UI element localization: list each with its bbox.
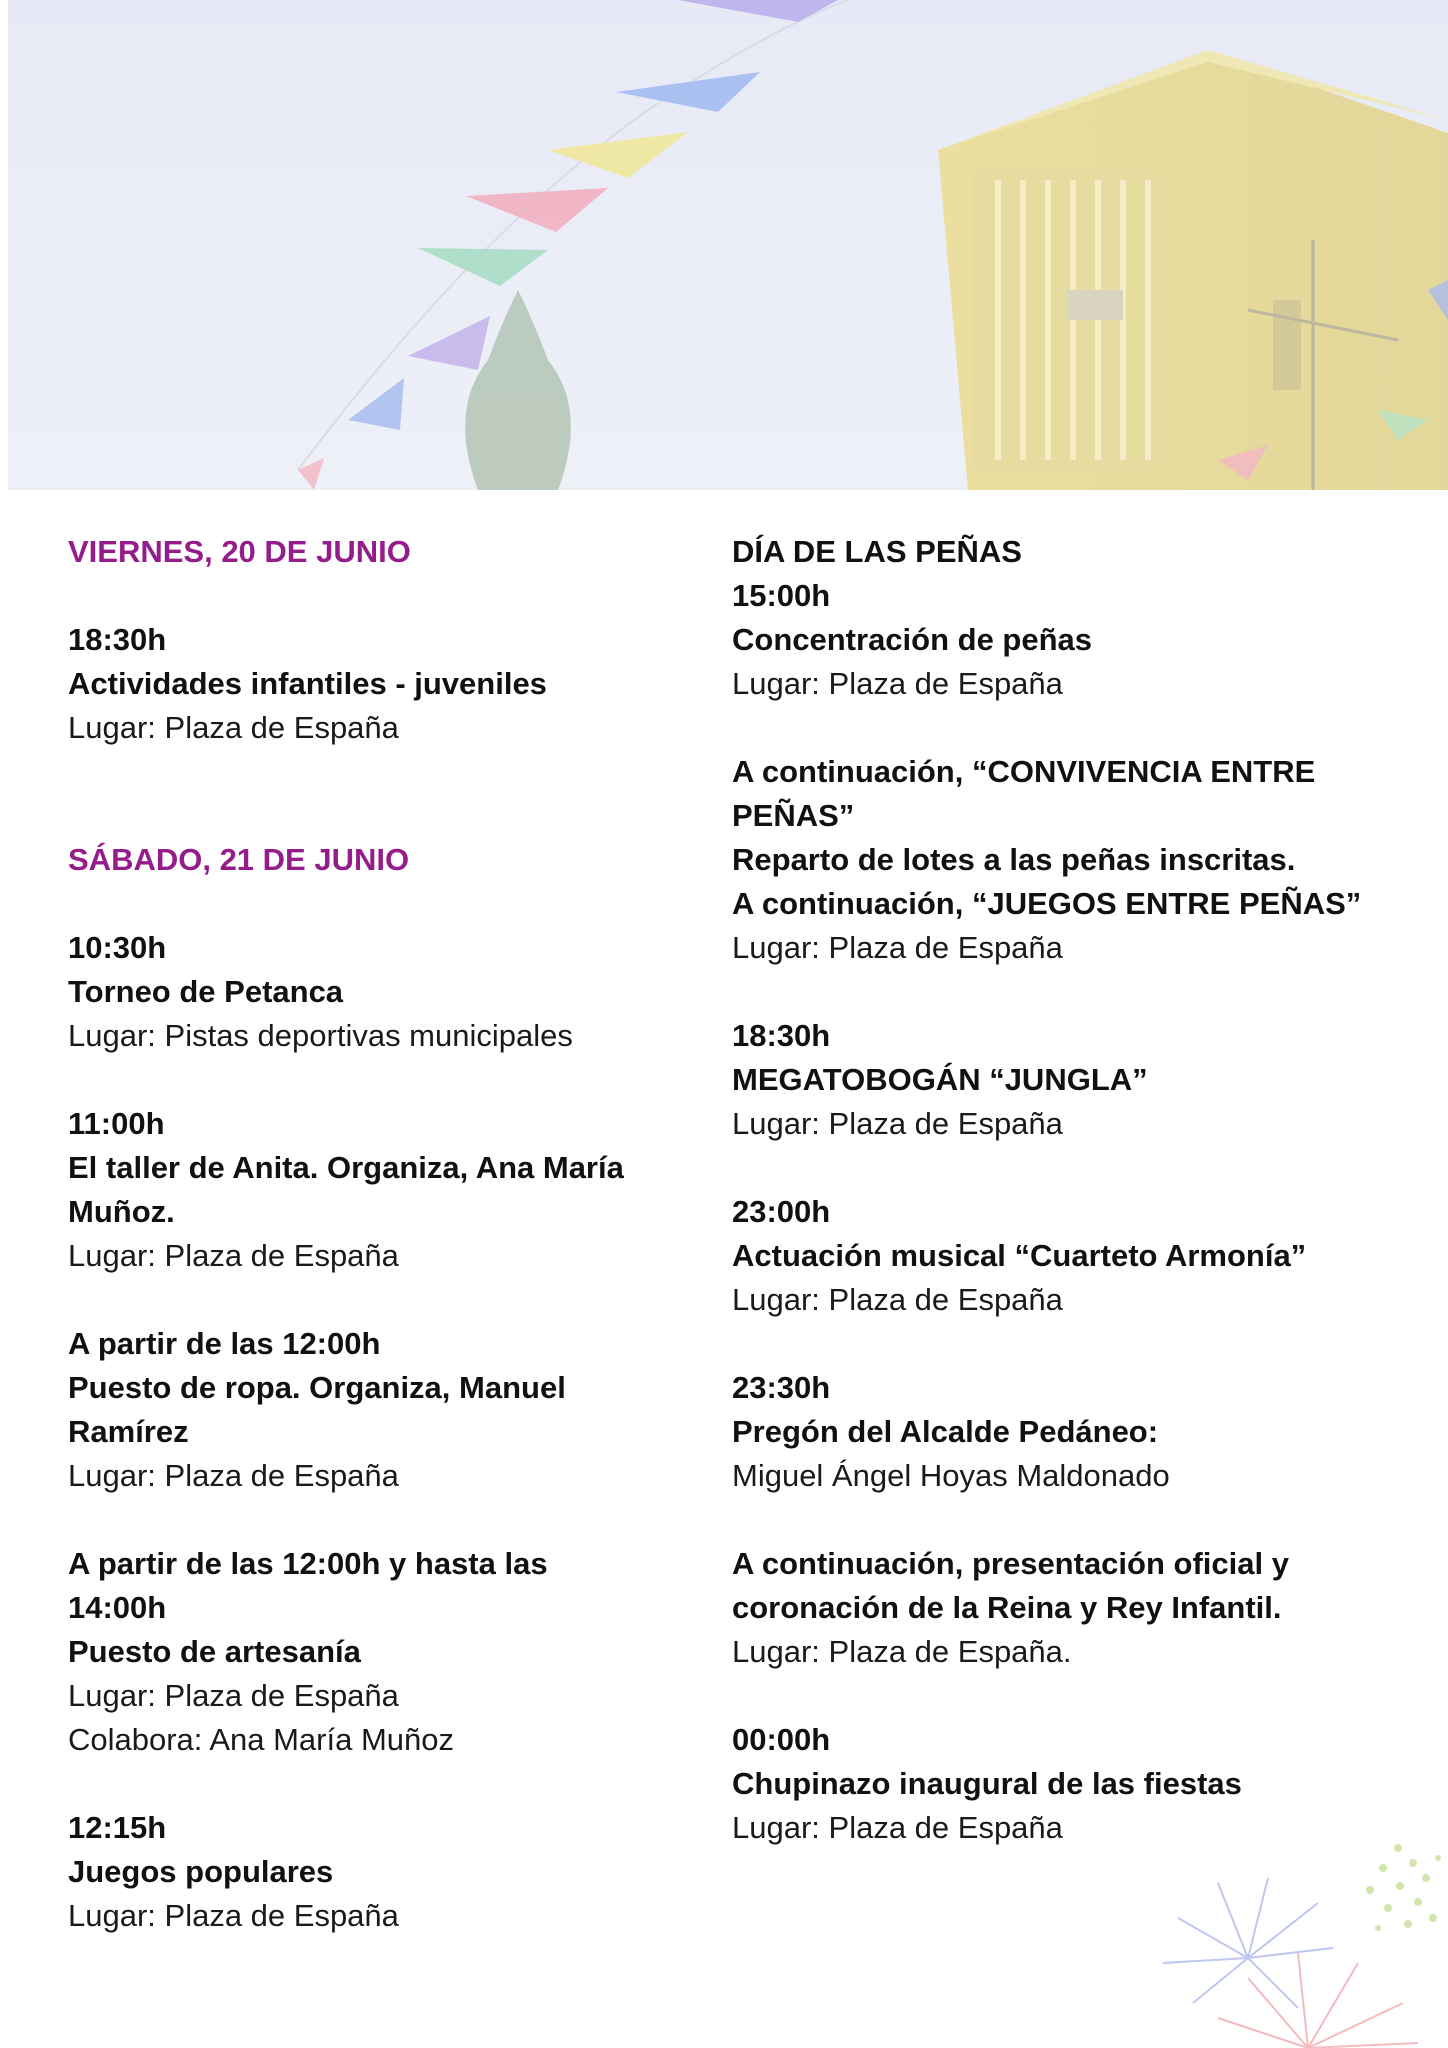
event-time: 23:30h (732, 1370, 831, 1405)
event-title: Juegos populares (68, 1854, 334, 1889)
event-location: Lugar: Pistas deportivas municipales (68, 1018, 573, 1053)
event-time: 23:00h (732, 1194, 831, 1229)
day-heading-text: VIERNES, 20 DE JUNIO (68, 534, 411, 569)
event-time: 18:30h (68, 622, 167, 657)
event-location: Lugar: Plaza de España (732, 1282, 1063, 1317)
event-location: Lugar: Plaza de España (68, 710, 399, 745)
event-title: Actuación musical “Cuarteto Armonía” (732, 1238, 1307, 1273)
event-location: Lugar: Plaza de España (732, 1810, 1063, 1845)
schedule-column-right (732, 530, 1412, 1850)
event-time: 18:30h (732, 1018, 831, 1053)
event-title: PEÑAS” (732, 798, 855, 833)
event-time: 12:15h (68, 1810, 167, 1845)
event-title: coronación de la Reina y Rey Infantil. (732, 1590, 1282, 1625)
event-block (732, 1014, 1412, 1146)
event-time: 10:30h (68, 930, 167, 965)
event-location: Lugar: Plaza de España (732, 930, 1063, 965)
event-block (68, 1542, 708, 1762)
event-title: Puesto de ropa. Organiza, Manuel (68, 1370, 566, 1405)
event-title: 14:00h (68, 1590, 167, 1625)
event-block (68, 926, 708, 1058)
event-block (732, 530, 1412, 706)
event-title: A continuación, “JUEGOS ENTRE PEÑAS” (732, 886, 1362, 921)
event-block (732, 1542, 1412, 1674)
event-time: A continuación, “CONVIVENCIA ENTRE (732, 754, 1316, 789)
day-heading (68, 530, 708, 574)
event-title: Chupinazo inaugural de las fiestas (732, 1766, 1242, 1801)
event-block (68, 1322, 708, 1498)
event-location: Miguel Ángel Hoyas Maldonado (732, 1458, 1170, 1493)
event-title: Pregón del Alcalde Pedáneo: (732, 1414, 1159, 1449)
event-time: 00:00h (732, 1722, 831, 1757)
event-location: Colabora: Ana María Muñoz (68, 1722, 454, 1757)
event-block (68, 618, 708, 750)
event-location: Lugar: Plaza de España. (732, 1634, 1072, 1669)
event-title: Muñoz. (68, 1194, 175, 1229)
event-block (732, 1190, 1412, 1322)
event-title: Ramírez (68, 1414, 189, 1449)
event-time: A partir de las 12:00h y hasta las (68, 1546, 548, 1581)
day-heading (68, 838, 708, 882)
event-location: Lugar: Plaza de España (68, 1678, 399, 1713)
event-block (732, 750, 1412, 970)
event-title: MEGATOBOGÁN “JUNGLA” (732, 1062, 1148, 1097)
day-heading-text: SÁBADO, 21 DE JUNIO (68, 842, 410, 877)
event-title: Reparto de lotes a las peñas inscritas. (732, 842, 1296, 877)
fireworks-decoration (1108, 1818, 1448, 2048)
event-title: Actividades infantiles - juveniles (68, 666, 547, 701)
event-location: Lugar: Plaza de España (732, 1106, 1063, 1141)
event-block (68, 1102, 708, 1278)
event-location: Lugar: Plaza de España (68, 1458, 399, 1493)
schedule-column-left (68, 530, 708, 1938)
event-time: DÍA DE LAS PEÑAS (732, 534, 1022, 569)
event-title: 15:00h (732, 578, 831, 613)
event-location: Lugar: Plaza de España (68, 1238, 399, 1273)
event-location: Lugar: Plaza de España (68, 1898, 399, 1933)
event-time: 11:00h (68, 1106, 165, 1141)
event-block (68, 1806, 708, 1938)
event-title: Puesto de artesanía (68, 1634, 361, 1669)
event-location: Lugar: Plaza de España (732, 666, 1063, 701)
event-title: Concentración de peñas (732, 622, 1093, 657)
header-photo (8, 0, 1448, 490)
event-time: A continuación, presentación oficial y (732, 1546, 1289, 1581)
event-block (732, 1366, 1412, 1498)
event-title: El taller de Anita. Organiza, Ana María (68, 1150, 624, 1185)
event-time: A partir de las 12:00h (68, 1326, 381, 1361)
event-title: Torneo de Petanca (68, 974, 344, 1009)
